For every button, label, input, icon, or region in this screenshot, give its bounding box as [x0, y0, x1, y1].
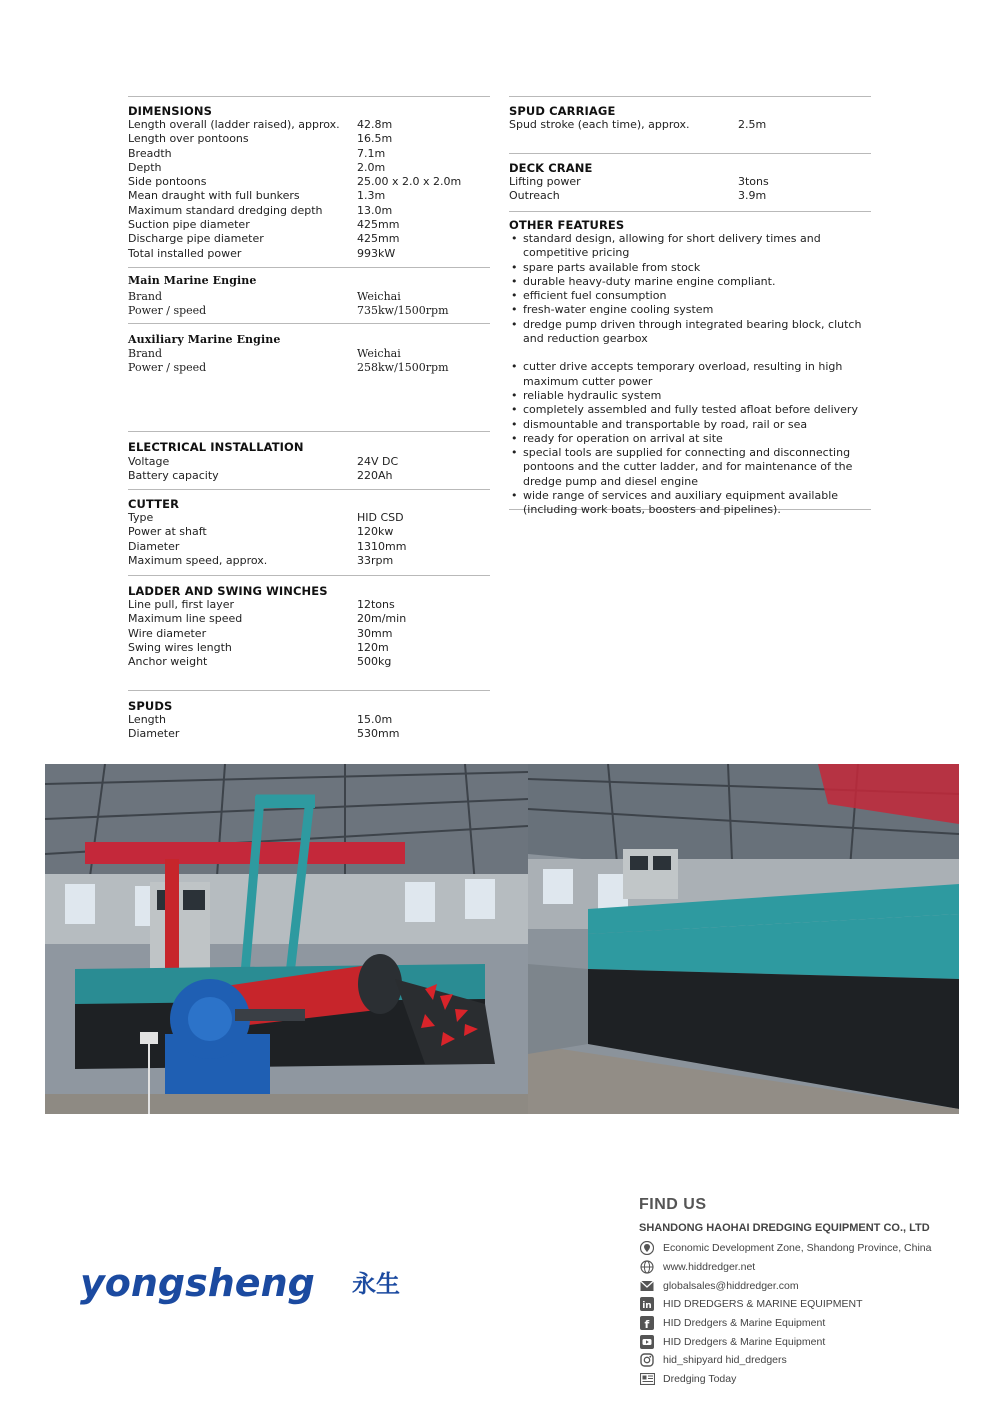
spec-label: Power / speed — [128, 304, 207, 318]
contact-text[interactable]: HID DREDGERS & MARINE EQUIPMENT — [663, 1298, 863, 1311]
aux-engine-section — [128, 323, 490, 431]
feature-item: • standard design, allowing for short delivery times and competitive pricing — [509, 232, 871, 261]
spec-row — [128, 469, 490, 483]
spec-row — [128, 713, 490, 727]
spec-label: Wire diameter — [128, 626, 207, 640]
spec-row — [128, 290, 490, 304]
linkedin-icon — [639, 1296, 655, 1312]
feature-item: • ready for operation on arrival at site — [509, 432, 871, 446]
spec-label: Diameter — [128, 727, 180, 741]
spec-row — [128, 641, 490, 655]
news-icon — [639, 1371, 655, 1387]
spec-value: 735kw/1500rpm — [357, 304, 449, 318]
spec-value: 2.5m — [738, 118, 767, 131]
spec-label: Depth — [128, 160, 162, 174]
contact-text: Economic Development Zone, Shandong Province, China — [663, 1242, 932, 1255]
feature-item: • reliable hydraulic system — [509, 389, 871, 403]
section-title: CUTTER — [128, 497, 180, 511]
spec-value: 3tons — [738, 175, 769, 188]
main-engine-section — [128, 267, 490, 323]
spuds-section — [128, 690, 490, 740]
spec-row — [128, 204, 490, 218]
photo-dredger-hull — [528, 764, 959, 1114]
location-icon — [639, 1240, 655, 1256]
contact-text[interactable]: www.hiddredger.net — [663, 1261, 756, 1274]
spec-label: Anchor weight — [128, 655, 208, 669]
section-title: SPUD CARRIAGE — [509, 104, 616, 118]
contact-youtube[interactable] — [639, 1332, 959, 1351]
contact-text[interactable]: HID Dredgers & Marine Equipment — [663, 1317, 826, 1330]
logo-text: yongsheng — [80, 1261, 315, 1305]
spec-label: Length over pontoons — [128, 132, 249, 146]
spec-value: 30mm — [357, 626, 393, 640]
contact-address — [639, 1239, 959, 1258]
spec-row — [128, 347, 490, 361]
contact-instagram[interactable] — [639, 1351, 959, 1370]
spec-label: Length overall (ladder raised), approx. — [128, 118, 340, 131]
spec-value: 530mm — [357, 727, 400, 741]
instagram-icon — [639, 1352, 655, 1368]
spec-label: Spud stroke (each time), approx. — [509, 118, 690, 131]
spec-row — [509, 189, 871, 203]
spec-row — [128, 511, 490, 525]
spec-value: 120m — [357, 640, 389, 654]
spec-label: Diameter — [128, 539, 180, 553]
spec-label: Suction pipe diameter — [128, 218, 250, 232]
spud-carriage-section — [509, 96, 871, 153]
spec-value: 13.0m — [357, 203, 393, 217]
spec-label: Length — [128, 713, 166, 726]
spec-value: 7.1m — [357, 146, 386, 160]
spec-value: 220Ah — [357, 469, 393, 483]
spec-label: Voltage — [128, 455, 170, 468]
section-title: Auxiliary Marine Engine — [128, 333, 281, 346]
spec-value: 258kw/1500rpm — [357, 361, 449, 375]
spec-value: HID CSD — [357, 511, 404, 524]
section-title: OTHER FEATURES — [509, 218, 625, 232]
contact-linkedin[interactable] — [639, 1295, 959, 1314]
spec-label: Maximum speed, approx. — [128, 553, 268, 567]
spec-value: 425mm — [357, 232, 400, 246]
spec-label: Brand — [128, 347, 163, 360]
find-us-title: FIND US — [639, 1196, 707, 1213]
cutter-section — [128, 489, 490, 575]
contact-list — [639, 1239, 959, 1389]
electrical-section — [128, 431, 490, 489]
spec-row — [509, 175, 871, 189]
spec-label: Breadth — [128, 146, 172, 160]
feature-item: • dredge pump driven through integrated bearing block, clutch and reduction gearbox — [509, 318, 871, 347]
spec-row — [128, 118, 490, 132]
feature-item: • efficient fuel consumption — [509, 289, 871, 303]
spec-row — [128, 727, 490, 741]
spec-label: Type — [128, 511, 154, 524]
spec-label: Discharge pipe diameter — [128, 232, 264, 246]
spec-label: Mean draught with full bunkers — [128, 189, 300, 203]
section-title: Main Marine Engine — [128, 274, 257, 287]
svg-text:f: f — [644, 1318, 650, 1331]
mail-icon — [639, 1278, 655, 1294]
svg-text:in: in — [642, 1301, 652, 1312]
feature-item: • special tools are supplied for connecting and disconnecting pontoons and the cutter ladder, and for maintenance of the dredge pump and diesel engine — [509, 446, 871, 489]
spec-row — [128, 655, 490, 669]
spec-value: 3.9m — [738, 189, 767, 203]
spec-value: 12tons — [357, 598, 395, 611]
feature-item: • cutter drive accepts temporary overload, resulting in high maximum cutter power — [509, 360, 871, 389]
contact-website[interactable] — [639, 1258, 959, 1277]
photo-dredger-front — [45, 764, 528, 1114]
deck-crane-section — [509, 153, 871, 211]
spec-row — [128, 304, 490, 318]
spec-value: 500kg — [357, 655, 392, 669]
spec-column-left — [128, 96, 490, 740]
features-list — [509, 232, 871, 346]
contact-text[interactable]: globalsales@hiddredger.com — [663, 1279, 799, 1292]
spec-row — [128, 554, 490, 568]
spec-row — [128, 175, 490, 189]
spec-value: Weichai — [357, 347, 401, 360]
spec-label: Side pontoons — [128, 175, 207, 189]
spec-row — [509, 118, 871, 132]
spec-value: 993kW — [357, 246, 396, 260]
spec-row — [128, 598, 490, 612]
spec-value: 1.3m — [357, 189, 386, 203]
contact-email[interactable] — [639, 1276, 959, 1295]
spec-row — [128, 361, 490, 375]
spec-row — [128, 247, 490, 261]
spec-label: Line pull, first layer — [128, 598, 235, 611]
spec-value: 15.0m — [357, 713, 393, 726]
yongsheng-logo — [80, 1258, 420, 1314]
spec-row — [128, 218, 490, 232]
spec-value: 2.0m — [357, 160, 386, 174]
spec-row — [128, 455, 490, 469]
section-title: DIMENSIONS — [128, 104, 212, 118]
spec-label: Battery capacity — [128, 469, 219, 483]
contact-text[interactable]: HID Dredgers & Marine Equipment — [663, 1335, 826, 1348]
spec-label: Brand — [128, 290, 163, 303]
spec-row — [128, 540, 490, 554]
spec-value: 42.8m — [357, 118, 393, 131]
feature-item: • fresh-water engine cooling system — [509, 303, 871, 317]
dimensions-section — [128, 96, 490, 267]
youtube-icon — [639, 1334, 655, 1350]
spec-label: Swing wires length — [128, 640, 232, 654]
section-title: ELECTRICAL INSTALLATION — [128, 440, 304, 454]
spec-row — [128, 627, 490, 641]
find-us-block — [639, 1196, 959, 1389]
spec-label: Power at shaft — [128, 525, 207, 539]
contact-text[interactable]: hid_shipyard hid_dredgers — [663, 1354, 787, 1367]
spec-row — [128, 147, 490, 161]
feature-item: • dismountable and transportable by road, rail or sea — [509, 418, 871, 432]
spec-label: Total installed power — [128, 246, 242, 260]
spec-label: Lifting power — [509, 175, 581, 188]
feature-item: • completely assembled and fully tested afloat before delivery — [509, 403, 871, 417]
spec-value: 25.00 x 2.0 x 2.0m — [357, 175, 462, 189]
other-features-section — [509, 211, 871, 517]
spec-value: 1310mm — [357, 539, 407, 553]
feature-item: • wide range of services and auxiliary equipment available (including work boats, boosters and pipelines). — [509, 489, 871, 518]
section-title: SPUDS — [128, 699, 173, 713]
section-title: LADDER AND SWING WINCHES — [128, 584, 328, 598]
globe-icon — [639, 1259, 655, 1275]
winches-section — [128, 575, 490, 690]
spec-label: Maximum standard dredging depth — [128, 203, 323, 217]
spec-value: 16.5m — [357, 132, 393, 146]
spec-value: 24V DC — [357, 455, 399, 468]
spec-row — [128, 132, 490, 146]
section-title: DECK CRANE — [509, 161, 593, 175]
spec-row — [128, 161, 490, 175]
spec-label: Maximum line speed — [128, 612, 243, 626]
spec-label: Outreach — [509, 189, 560, 203]
spec-value: 425mm — [357, 218, 400, 232]
spec-row — [128, 232, 490, 246]
spec-row — [128, 612, 490, 626]
spec-value: 120kw — [357, 525, 394, 539]
spec-label: Power / speed — [128, 361, 207, 375]
facebook-icon — [639, 1315, 655, 1331]
company-name: SHANDONG HAOHAI DREDGING EQUIPMENT CO., LTD — [639, 1222, 930, 1234]
spec-column-right — [509, 96, 871, 517]
features-list — [509, 360, 871, 517]
contact-news[interactable] — [639, 1370, 959, 1389]
spec-value: 20m/min — [357, 612, 407, 626]
spec-row — [128, 525, 490, 539]
spec-row — [128, 189, 490, 203]
contact-facebook[interactable] — [639, 1314, 959, 1333]
feature-item: • durable heavy-duty marine engine compliant. — [509, 275, 871, 289]
spec-value: 33rpm — [357, 553, 394, 567]
spec-value: Weichai — [357, 290, 401, 303]
feature-item: • spare parts available from stock — [509, 261, 871, 275]
logo-chinese: 永生 — [352, 1270, 400, 1298]
contact-text[interactable]: Dredging Today — [663, 1373, 737, 1386]
